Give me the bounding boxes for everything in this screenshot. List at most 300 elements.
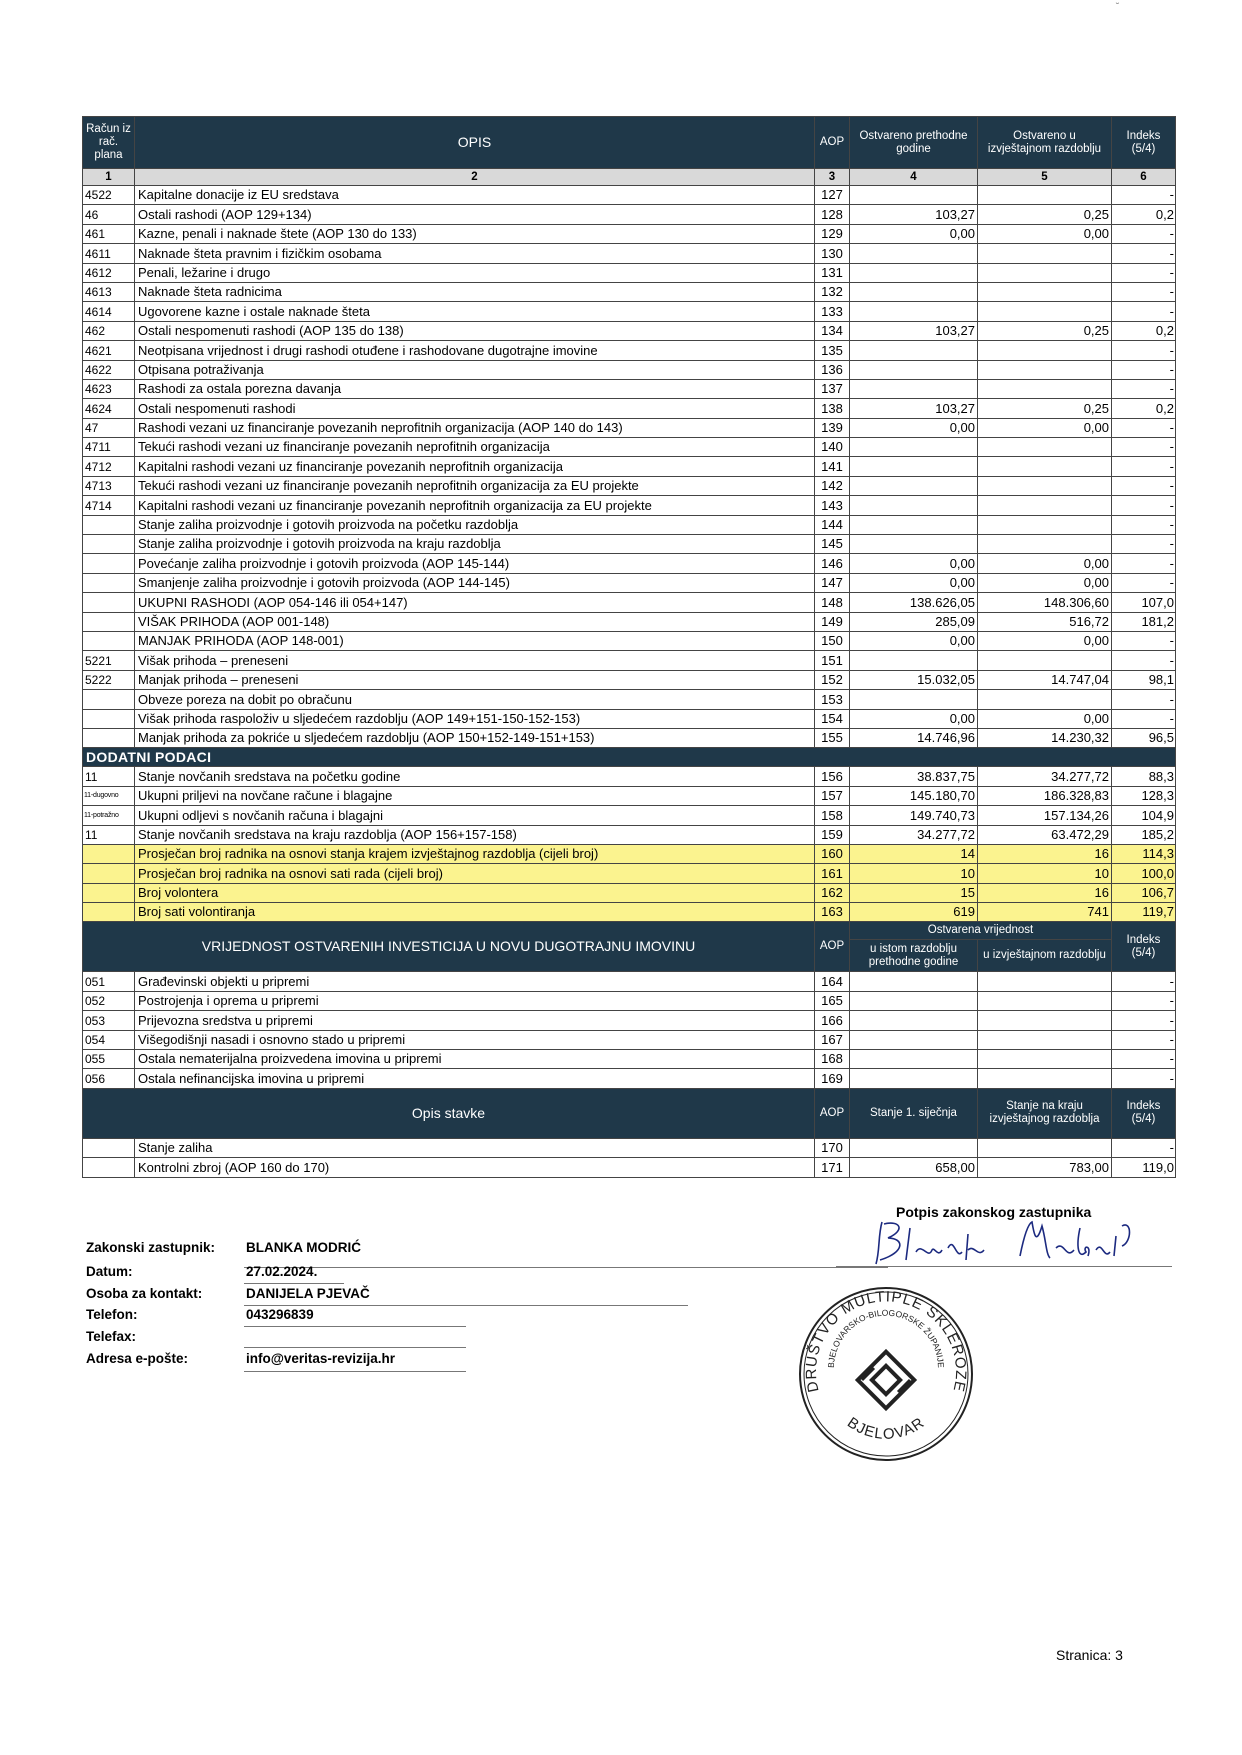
aop-cell: 158 xyxy=(815,806,850,825)
previous-value-cell: 15 xyxy=(850,883,978,902)
previous-value-cell xyxy=(850,457,978,476)
account-cell: 5222 xyxy=(83,670,135,689)
previous-value-cell: 0,00 xyxy=(850,224,978,243)
description-cell: Prosječan broj radnika na osnovi sati rada (cijeli broj) xyxy=(135,864,815,883)
description-cell: Stanje novčanih sredstava na kraju razdoblja (AOP 156+157-158) xyxy=(135,825,815,844)
index-cell: 107,0 xyxy=(1112,593,1176,612)
colnum-4: 4 xyxy=(850,169,978,186)
previous-value-cell xyxy=(850,496,978,515)
current-value-cell xyxy=(978,263,1112,282)
description-cell: Ostali rashodi (AOP 129+134) xyxy=(135,205,815,224)
description-cell: Višak prihoda raspoloživ u sljedećem razdoblju (AOP 149+151-150-152-153) xyxy=(135,709,815,728)
aop-cell: 131 xyxy=(815,263,850,282)
account-cell: 47 xyxy=(83,418,135,437)
current-value-cell xyxy=(978,457,1112,476)
previous-value-cell xyxy=(850,1138,978,1157)
investments-index-header: Indeks (5/4) xyxy=(1112,922,1176,972)
aop-cell: 149 xyxy=(815,612,850,631)
account-cell xyxy=(83,612,135,631)
previous-value-cell xyxy=(850,186,978,205)
account-cell: 11 xyxy=(83,825,135,844)
previous-value-cell: 285,09 xyxy=(850,612,978,631)
index-cell: - xyxy=(1112,457,1176,476)
previous-value-cell xyxy=(850,244,978,263)
index-cell: - xyxy=(1112,263,1176,282)
current-value-cell xyxy=(978,476,1112,495)
previous-value-cell: 103,27 xyxy=(850,399,978,418)
description-cell: Kontrolni zbroj (AOP 160 do 170) xyxy=(135,1158,815,1177)
previous-value-cell xyxy=(850,360,978,379)
colnum-5: 5 xyxy=(978,169,1112,186)
expense-table xyxy=(82,116,1176,1178)
page-number: Stranica: 3 xyxy=(1056,1647,1123,1663)
table-row xyxy=(83,321,1176,340)
account-cell: 4623 xyxy=(83,379,135,398)
previous-value-cell xyxy=(850,535,978,554)
previous-value-cell: 0,00 xyxy=(850,631,978,650)
osoba-value: DANIJELA PJEVAČ xyxy=(246,1286,370,1301)
table-row xyxy=(83,844,1176,863)
index-cell: - xyxy=(1112,1138,1176,1157)
description-cell: Višegodišnji nasadi i osnovno stado u pripremi xyxy=(135,1030,815,1049)
table-row xyxy=(83,903,1176,922)
index-cell: - xyxy=(1112,418,1176,437)
table-row xyxy=(83,883,1176,902)
account-cell: 4621 xyxy=(83,341,135,360)
email-value: info@veritas-revizija.hr xyxy=(246,1351,395,1366)
description-cell: Broj sati volontiranja xyxy=(135,903,815,922)
previous-value-cell xyxy=(850,341,978,360)
description-cell: Ostali nespomenuti rashodi (AOP 135 do 138) xyxy=(135,321,815,340)
index-cell: - xyxy=(1112,1069,1176,1088)
svg-text:BJELOVAR xyxy=(844,1414,928,1443)
table-row xyxy=(83,1011,1176,1030)
account-cell: 4712 xyxy=(83,457,135,476)
account-cell: 4711 xyxy=(83,438,135,457)
current-value-cell xyxy=(978,341,1112,360)
current-value-cell xyxy=(978,1138,1112,1157)
current-value-cell: 0,00 xyxy=(978,418,1112,437)
email-underline xyxy=(244,1371,466,1372)
table-row xyxy=(83,418,1176,437)
index-cell: - xyxy=(1112,1050,1176,1069)
aop-cell: 128 xyxy=(815,205,850,224)
current-value-cell: 63.472,29 xyxy=(978,825,1112,844)
index-cell: - xyxy=(1112,341,1176,360)
table-row xyxy=(83,631,1176,650)
table-row xyxy=(83,806,1176,825)
aop-cell: 143 xyxy=(815,496,850,515)
header-indeks: Indeks (5/4) xyxy=(1112,117,1176,169)
aop-cell: 137 xyxy=(815,379,850,398)
table-row xyxy=(83,438,1176,457)
column-numbers-row xyxy=(83,169,1176,186)
colnum-3: 3 xyxy=(815,169,850,186)
index-cell: 104,9 xyxy=(1112,806,1176,825)
table-row xyxy=(83,612,1176,631)
aop-cell: 147 xyxy=(815,573,850,592)
current-value-cell xyxy=(978,972,1112,991)
previous-value-cell xyxy=(850,991,978,1010)
current-value-cell: 157.134,26 xyxy=(978,806,1112,825)
table-row xyxy=(83,786,1176,805)
index-cell: 181,2 xyxy=(1112,612,1176,631)
table-row xyxy=(83,1158,1176,1177)
current-value-cell: 10 xyxy=(978,864,1112,883)
description-cell: Kapitalni rashodi vezani uz financiranje povezanih neprofitnih organizacija xyxy=(135,457,815,476)
current-value-cell xyxy=(978,1011,1112,1030)
account-cell xyxy=(83,515,135,534)
description-cell: Ostala nematerijalna proizvedena imovina u pripremi xyxy=(135,1050,815,1069)
description-cell: Stanje novčanih sredstava na početku godine xyxy=(135,767,815,786)
aop-cell: 163 xyxy=(815,903,850,922)
table-row xyxy=(83,535,1176,554)
index-cell: - xyxy=(1112,476,1176,495)
telefax-underline xyxy=(244,1347,466,1348)
description-cell: Manjak prihoda – preneseni xyxy=(135,670,815,689)
table-row xyxy=(83,1030,1176,1049)
investments-curr-header: u izvještajnom razdoblju xyxy=(978,940,1112,972)
current-value-cell: 0,00 xyxy=(978,709,1112,728)
description-cell: Tekući rashodi vezani uz financiranje povezanih neprofitnih organizacija xyxy=(135,438,815,457)
account-cell: 11-dugovno xyxy=(83,786,135,805)
table-row xyxy=(83,864,1176,883)
account-cell xyxy=(83,631,135,650)
header-aop: AOP xyxy=(815,117,850,169)
current-value-cell: 0,25 xyxy=(978,321,1112,340)
previous-value-cell xyxy=(850,282,978,301)
handwritten-signature xyxy=(870,1216,1140,1268)
description-cell: Kapitalne donacije iz EU sredstava xyxy=(135,186,815,205)
current-value-cell xyxy=(978,515,1112,534)
description-cell: Naknade šteta pravnim i fizičkim osobama xyxy=(135,244,815,263)
current-value-cell xyxy=(978,690,1112,709)
description-cell: Ukupni odljevi s novčanih računa i blagajni xyxy=(135,806,815,825)
account-cell: 5221 xyxy=(83,651,135,670)
section-dodatni-podaci xyxy=(83,748,1176,767)
previous-value-cell xyxy=(850,1069,978,1088)
table-row xyxy=(83,496,1176,515)
description-cell: Neotpisana vrijednost i drugi rashodi otuđene i rashodovane dugotrajne imovine xyxy=(135,341,815,360)
index-cell: 119,7 xyxy=(1112,903,1176,922)
account-cell xyxy=(83,883,135,902)
aop-cell: 138 xyxy=(815,399,850,418)
account-cell xyxy=(83,1158,135,1177)
previous-value-cell: 14 xyxy=(850,844,978,863)
account-cell xyxy=(83,844,135,863)
table-row xyxy=(83,399,1176,418)
index-cell: - xyxy=(1112,972,1176,991)
aop-cell: 133 xyxy=(815,302,850,321)
previous-value-cell xyxy=(850,1011,978,1030)
description-cell: Naknade šteta radnicima xyxy=(135,282,815,301)
telefon-underline xyxy=(244,1326,466,1327)
investments-title: VRIJEDNOST OSTVARENIH INVESTICIJA U NOVU DUGOTRAJNU IMOVINU xyxy=(83,922,815,972)
current-value-cell: 34.277,72 xyxy=(978,767,1112,786)
aop-cell: 129 xyxy=(815,224,850,243)
previous-value-cell xyxy=(850,1030,978,1049)
aop-cell: 157 xyxy=(815,786,850,805)
description-cell: Stanje zaliha proizvodnje i gotovih proizvoda na kraju razdoblja xyxy=(135,535,815,554)
index-cell: 185,2 xyxy=(1112,825,1176,844)
description-cell: Građevinski objekti u pripremi xyxy=(135,972,815,991)
account-cell: 051 xyxy=(83,972,135,991)
current-value-cell xyxy=(978,244,1112,263)
investments-group-header: Ostvarena vrijednost xyxy=(850,922,1112,940)
account-cell: 4611 xyxy=(83,244,135,263)
signature-title: Potpis zakonskog zastupnika xyxy=(896,1204,1092,1220)
datum-label: Datum: xyxy=(86,1264,133,1279)
account-cell xyxy=(83,593,135,612)
signature-line xyxy=(836,1266,1172,1267)
aop-cell: 132 xyxy=(815,282,850,301)
previous-value-cell xyxy=(850,515,978,534)
datum-value: 27.02.2024. xyxy=(246,1264,318,1279)
previous-value-cell: 38.837,75 xyxy=(850,767,978,786)
current-value-cell xyxy=(978,991,1112,1010)
current-value-cell xyxy=(978,535,1112,554)
index-cell: 114,3 xyxy=(1112,844,1176,863)
telefon-value: 043296839 xyxy=(246,1307,314,1322)
description-cell: Stanje zaliha xyxy=(135,1138,815,1157)
aop-cell: 136 xyxy=(815,360,850,379)
previous-value-cell xyxy=(850,263,978,282)
previous-value-cell: 138.626,05 xyxy=(850,593,978,612)
description-cell: Obveze poreza na dobit po obračunu xyxy=(135,690,815,709)
zakonski-label: Zakonski zastupnik: xyxy=(86,1240,216,1255)
current-value-cell xyxy=(978,302,1112,321)
account-cell xyxy=(83,864,135,883)
aop-cell: 139 xyxy=(815,418,850,437)
aop-cell: 152 xyxy=(815,670,850,689)
email-label: Adresa e-pošte: xyxy=(86,1351,189,1366)
account-cell: 461 xyxy=(83,224,135,243)
current-value-cell: 16 xyxy=(978,883,1112,902)
previous-value-cell xyxy=(850,302,978,321)
previous-value-cell: 10 xyxy=(850,864,978,883)
colnum-2: 2 xyxy=(135,169,815,186)
telefax-label: Telefax: xyxy=(86,1329,137,1344)
table-row xyxy=(83,186,1176,205)
aop-cell: 168 xyxy=(815,1050,850,1069)
table-row xyxy=(83,767,1176,786)
investments-prev-header: u istom razdoblju prethodne godine xyxy=(850,940,978,972)
index-cell: - xyxy=(1112,709,1176,728)
index-cell: - xyxy=(1112,690,1176,709)
description-cell: UKUPNI RASHODI (AOP 054-146 ili 054+147) xyxy=(135,593,815,612)
current-value-cell: 0,00 xyxy=(978,573,1112,592)
account-cell: 056 xyxy=(83,1069,135,1088)
aop-cell: 164 xyxy=(815,972,850,991)
osoba-underline xyxy=(244,1305,688,1306)
account-cell: 46 xyxy=(83,205,135,224)
current-value-cell: 516,72 xyxy=(978,612,1112,631)
aop-cell: 134 xyxy=(815,321,850,340)
description-cell: Povećanje zaliha proizvodnje i gotovih proizvoda (AOP 145-144) xyxy=(135,554,815,573)
table-row xyxy=(83,972,1176,991)
previous-value-cell: 0,00 xyxy=(850,709,978,728)
description-cell: MANJAK PRIHODA (AOP 148-001) xyxy=(135,631,815,650)
aop-cell: 148 xyxy=(815,593,850,612)
stamp-logo-icon xyxy=(858,1352,915,1409)
stavke-title: Opis stavke xyxy=(83,1088,815,1138)
current-value-cell xyxy=(978,1050,1112,1069)
account-cell: 052 xyxy=(83,991,135,1010)
description-cell: Smanjenje zaliha proizvodnje i gotovih proizvoda (AOP 144-145) xyxy=(135,573,815,592)
table-row xyxy=(83,593,1176,612)
description-cell: Manjak prihoda za pokriće u sljedećem razdoblju (AOP 150+152-149-151+153) xyxy=(135,728,815,747)
aop-cell: 154 xyxy=(815,709,850,728)
current-value-cell xyxy=(978,186,1112,205)
current-value-cell xyxy=(978,1030,1112,1049)
datum-underline xyxy=(244,1283,344,1284)
current-value-cell: 148.306,60 xyxy=(978,593,1112,612)
description-cell: Otpisana potraživanja xyxy=(135,360,815,379)
account-cell: 462 xyxy=(83,321,135,340)
index-cell: - xyxy=(1112,515,1176,534)
previous-value-cell xyxy=(850,438,978,457)
aop-cell: 135 xyxy=(815,341,850,360)
account-cell: 4614 xyxy=(83,302,135,321)
account-cell xyxy=(83,535,135,554)
account-cell: 4613 xyxy=(83,282,135,301)
aop-cell: 161 xyxy=(815,864,850,883)
header-opis: OPIS xyxy=(135,117,815,169)
table-row xyxy=(83,457,1176,476)
index-cell: 0,2 xyxy=(1112,399,1176,418)
aop-cell: 146 xyxy=(815,554,850,573)
aop-cell: 169 xyxy=(815,1069,850,1088)
scan-corner-mark: ˘ xyxy=(1116,2,1120,13)
current-value-cell: 0,25 xyxy=(978,205,1112,224)
index-cell: - xyxy=(1112,186,1176,205)
current-value-cell xyxy=(978,282,1112,301)
current-value-cell: 741 xyxy=(978,903,1112,922)
index-cell: - xyxy=(1112,573,1176,592)
index-cell: - xyxy=(1112,244,1176,263)
description-cell: Stanje zaliha proizvodnje i gotovih proizvoda na početku razdoblja xyxy=(135,515,815,534)
index-cell: - xyxy=(1112,282,1176,301)
account-cell: 11-potražno xyxy=(83,806,135,825)
index-cell: - xyxy=(1112,496,1176,515)
previous-value-cell: 0,00 xyxy=(850,554,978,573)
stavke-index-header: Indeks (5/4) xyxy=(1112,1088,1176,1138)
stavke-aop-header: AOP xyxy=(815,1088,850,1138)
index-cell: - xyxy=(1112,1011,1176,1030)
table-row xyxy=(83,224,1176,243)
current-value-cell xyxy=(978,651,1112,670)
current-value-cell: 783,00 xyxy=(978,1158,1112,1177)
account-cell xyxy=(83,554,135,573)
previous-value-cell: 15.032,05 xyxy=(850,670,978,689)
table-row xyxy=(83,205,1176,224)
table-row xyxy=(83,991,1176,1010)
description-cell: VIŠAK PRIHODA (AOP 001-148) xyxy=(135,612,815,631)
account-cell xyxy=(83,690,135,709)
index-cell: 96,5 xyxy=(1112,728,1176,747)
svg-text:DRUŠTVO MULTIPLE SKLEROZE xyxy=(803,1288,969,1394)
header-izvjestajnom: Ostvareno u izvještajnom razdoblju xyxy=(978,117,1112,169)
stavke-curr-header: Stanje na kraju izvještajnog razdoblja xyxy=(978,1088,1112,1138)
aop-cell: 162 xyxy=(815,883,850,902)
aop-cell: 142 xyxy=(815,476,850,495)
index-cell: 119,0 xyxy=(1112,1158,1176,1177)
aop-cell: 127 xyxy=(815,186,850,205)
description-cell: Tekući rashodi vezani uz financiranje povezanih neprofitnih organizacija za EU projekte xyxy=(135,476,815,495)
previous-value-cell: 103,27 xyxy=(850,205,978,224)
table-row xyxy=(83,670,1176,689)
index-cell: - xyxy=(1112,1030,1176,1049)
account-cell: 055 xyxy=(83,1050,135,1069)
previous-value-cell: 145.180,70 xyxy=(850,786,978,805)
current-value-cell: 0,00 xyxy=(978,631,1112,650)
account-cell: 11 xyxy=(83,767,135,786)
previous-value-cell xyxy=(850,651,978,670)
description-cell: Postrojenja i oprema u pripremi xyxy=(135,991,815,1010)
description-cell: Ukupni priljevi na novčane račune i blagajne xyxy=(135,786,815,805)
previous-value-cell xyxy=(850,690,978,709)
aop-cell: 160 xyxy=(815,844,850,863)
account-cell: 4522 xyxy=(83,186,135,205)
table-header xyxy=(83,117,1176,169)
index-cell: - xyxy=(1112,379,1176,398)
colnum-6: 6 xyxy=(1112,169,1176,186)
index-cell: 106,7 xyxy=(1112,883,1176,902)
current-value-cell xyxy=(978,496,1112,515)
current-value-cell xyxy=(978,438,1112,457)
account-cell xyxy=(83,728,135,747)
index-cell: - xyxy=(1112,535,1176,554)
header-racun: Račun iz rač. plana xyxy=(83,117,135,169)
table-row xyxy=(83,554,1176,573)
section-title: DODATNI PODACI xyxy=(83,748,1176,767)
previous-value-cell: 0,00 xyxy=(850,418,978,437)
previous-value-cell: 0,00 xyxy=(850,573,978,592)
investments-aop-header: AOP xyxy=(815,922,850,972)
description-cell: Prosječan broj radnika na osnovi stanja krajem izvještajnog razdoblja (cijeli broj) xyxy=(135,844,815,863)
previous-value-cell: 619 xyxy=(850,903,978,922)
account-cell: 4622 xyxy=(83,360,135,379)
index-cell: - xyxy=(1112,991,1176,1010)
table-row xyxy=(83,728,1176,747)
index-cell: - xyxy=(1112,438,1176,457)
previous-value-cell xyxy=(850,476,978,495)
account-cell: 4714 xyxy=(83,496,135,515)
index-cell: 100,0 xyxy=(1112,864,1176,883)
investments-header xyxy=(83,922,1176,940)
organization-stamp xyxy=(796,1284,976,1464)
table-row xyxy=(83,341,1176,360)
aop-cell: 150 xyxy=(815,631,850,650)
current-value-cell xyxy=(978,360,1112,379)
table-row xyxy=(83,379,1176,398)
aop-cell: 144 xyxy=(815,515,850,534)
current-value-cell: 0,25 xyxy=(978,399,1112,418)
aop-cell: 159 xyxy=(815,825,850,844)
table-row xyxy=(83,244,1176,263)
index-cell: - xyxy=(1112,631,1176,650)
table-row xyxy=(83,282,1176,301)
account-cell xyxy=(83,903,135,922)
stamp-text-bottom: BJELOVAR xyxy=(844,1414,928,1444)
current-value-cell xyxy=(978,1069,1112,1088)
index-cell: - xyxy=(1112,360,1176,379)
table-row xyxy=(83,573,1176,592)
aop-cell: 171 xyxy=(815,1158,850,1177)
current-value-cell: 14.747,04 xyxy=(978,670,1112,689)
table-row xyxy=(83,476,1176,495)
index-cell: 0,2 xyxy=(1112,205,1176,224)
